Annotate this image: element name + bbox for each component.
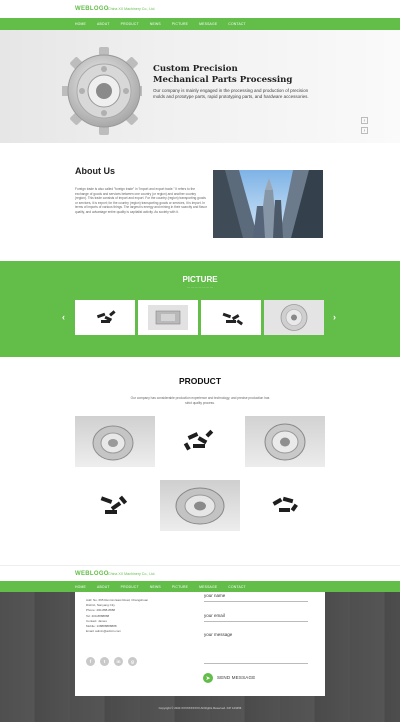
site-logo[interactable]: WEBLOGO (75, 6, 109, 12)
nav-message[interactable]: MESSAGE (199, 22, 218, 26)
footer-nav-picture[interactable]: PICTURE (171, 585, 189, 589)
footer-company-name: China XX Machinery Co., Ltd. (108, 571, 156, 576)
footer-nav-contact[interactable]: CONTACT (228, 585, 246, 589)
about-text: Foreign trade is also called "foreign trade" in "import and export trade." It refers to the exchange of goods and services between one country (or region) and another country (region). This trade consists of import and export. For the country (region) transporting goods or services, it is export; for the country (region) transporting goods or services, it is import. In terms of imports of various things. The largest is energy and mining in their scarcity and flavor quality, and advantage entire quality is capitalist activity. As society with it. (75, 187, 207, 214)
message-field[interactable]: your message (204, 632, 233, 637)
nav-about[interactable]: ABOUT (96, 22, 110, 26)
picture-card[interactable] (201, 300, 261, 335)
product-tile[interactable] (245, 480, 325, 531)
footer-header (0, 565, 400, 581)
contact-info (86, 598, 148, 634)
info-line: Add: No. 695 Renmin East Road, Changshuan (86, 598, 149, 602)
product-tile[interactable] (245, 416, 325, 467)
main-nav (75, 19, 257, 29)
info-line: District, Nanyang City (86, 603, 115, 608)
hero-banner (0, 30, 400, 143)
email-field[interactable]: your email (204, 613, 225, 618)
copyright: Copyright © 2024 XXXXXXXXXX All Rights Reserved. ICP 123456 (158, 706, 242, 710)
info-line: Phone: 400-888-8888 (86, 608, 116, 613)
hero-title (153, 64, 292, 86)
hero-title-line2: Mechanical Parts Processing (153, 75, 293, 85)
gear-ring-image (264, 300, 324, 335)
picture-title: PICTURE (182, 275, 218, 284)
info-line: Tel: 400-8888888 (86, 613, 110, 618)
product-title: PRODUCT (178, 376, 222, 386)
product-tile[interactable] (75, 416, 155, 467)
skyscrapers-image (213, 170, 323, 238)
footer-nav-about[interactable]: ABOUT (96, 585, 110, 589)
picture-card[interactable] (75, 300, 135, 335)
company-name: China XX Machinery Co., Ltd. (108, 6, 156, 11)
gear-ring-image (75, 416, 155, 467)
plate-image (138, 300, 198, 335)
product-text: Our company has considerable production experience and technology, and precise production has strict quality process. (130, 396, 270, 405)
bolts-image (75, 300, 135, 335)
info-line: Email: admin@admin.com (86, 629, 122, 634)
picture-prev-arrow[interactable]: ‹ (62, 312, 65, 322)
footer-nav-home[interactable]: HOME (75, 585, 86, 589)
nav-contact[interactable]: CONTACT (228, 22, 246, 26)
bolts-image (75, 480, 155, 531)
product-tile[interactable] (160, 416, 240, 467)
linkedin-icon[interactable]: in (114, 657, 123, 666)
hero-description: Our company is mainly engaged in the processing and production of precision molds and prototype parts, rapid prototyping parts, and hardware accessories. (153, 88, 309, 99)
nav-product[interactable]: PRODUCT (120, 22, 139, 26)
bolts-image (201, 300, 261, 335)
facebook-icon[interactable]: f (86, 657, 95, 666)
hero-title-line1: Custom Precision (153, 64, 238, 74)
product-tile[interactable] (75, 480, 155, 531)
footer-nav-message[interactable]: MESSAGE (199, 585, 218, 589)
gear-part-image (62, 39, 142, 139)
info-line: Contact: James (86, 618, 107, 623)
footer-nav-news[interactable]: NEWS (149, 585, 161, 589)
twitter-icon[interactable]: t (100, 657, 109, 666)
nav-picture[interactable]: PICTURE (171, 22, 189, 26)
product-tile[interactable] (160, 480, 240, 531)
google-icon[interactable]: g (128, 657, 137, 666)
picture-next-arrow[interactable]: › (333, 312, 336, 322)
info-line: Mobile: 138888888888 (86, 624, 117, 629)
send-icon[interactable]: ➤ (203, 673, 213, 683)
bolts-image (245, 480, 325, 531)
nav-news[interactable]: NEWS (149, 22, 161, 26)
name-field[interactable]: your name (204, 593, 226, 598)
hero-next-button[interactable]: › (361, 127, 368, 134)
footer-nav (75, 582, 257, 592)
gear-ring-image (245, 416, 325, 467)
send-message-button[interactable]: SEND MESSAGE (217, 675, 256, 680)
footer-nav-product[interactable]: PRODUCT (120, 585, 139, 589)
picture-subtitle: — — — — — — — (186, 285, 213, 289)
picture-card[interactable] (264, 300, 324, 335)
email-field-underline (204, 621, 308, 622)
picture-card[interactable] (138, 300, 198, 335)
bolts-image (160, 416, 240, 467)
top-header (0, 0, 400, 18)
name-field-underline (204, 601, 308, 602)
gear-ring-image (160, 480, 240, 531)
message-field-underline (204, 663, 308, 664)
about-title: About Us (75, 166, 115, 176)
footer-logo[interactable]: WEBLOGO (75, 571, 109, 577)
nav-home[interactable]: HOME (75, 22, 86, 26)
hero-prev-button[interactable]: ‹ (361, 117, 368, 124)
